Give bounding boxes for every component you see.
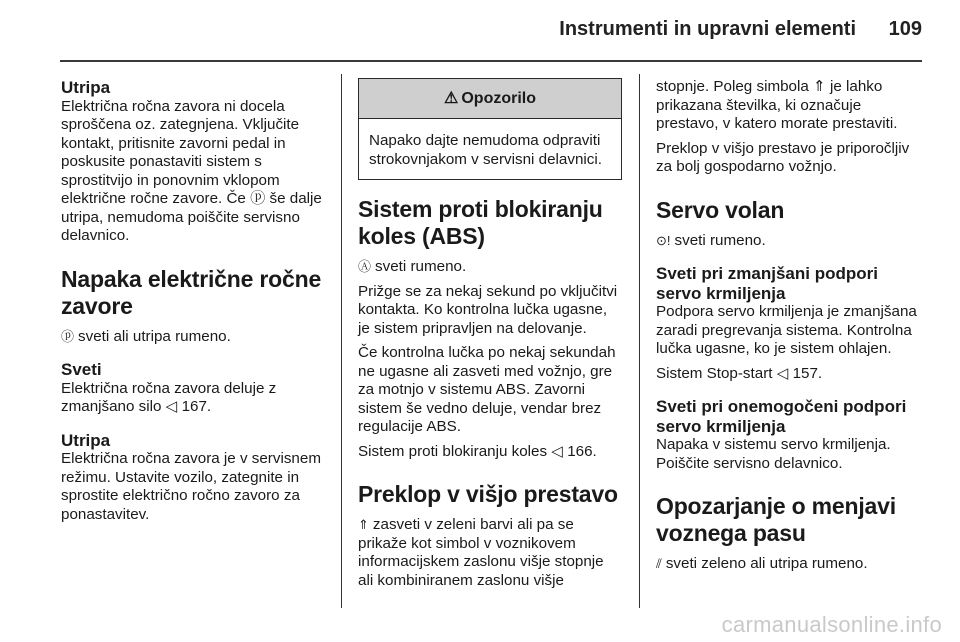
heading-parking-brake-fault: Napaka električne ročne zavore	[61, 265, 322, 319]
column-2	[358, 78, 622, 596]
abs-paragraph-3: Sistem proti blokiranju koles ◁ 166.	[358, 442, 597, 460]
lane-change-icon: ⫽	[656, 556, 662, 571]
power-steering-status-text: sveti rumeno.	[674, 231, 766, 249]
heading-lane-change-warning: Opozarjanje o menjavi voznega pasu	[656, 493, 896, 546]
abs-status-text: sveti rumeno.	[375, 258, 467, 275]
upshift-text-body: zasveti v zeleni barvi ali pa se prikaže kot simbol v voznikovem informacijskem zaslonu višje stopnje ali kombiniranem zaslonu višje	[358, 516, 604, 589]
upshift-continued-2: Preklop v višjo prestavo je priporočljiv za bolj gospodarno vožnjo.	[656, 139, 910, 175]
watermark: carmanualsonline.info	[721, 612, 942, 637]
lane-change-status-line	[656, 555, 920, 574]
warning-triangle-icon: ⚠	[444, 90, 459, 107]
upshift-continued-1: stopnje. Poleg simbola ⇑ je lahko prikazana številka, ki označuje prestavo, v katero morate prestaviti.	[656, 78, 898, 132]
blinking-text: Električna ročna zavora ni docela sproščena oz. zategnjena. Vključite kontakt, pritisnite zavorni pedal in poskusite ponastaviti sistem s sprostitvijo in ponovnim vklopom električne ročne zavore. Če ⓟ še dalje utripa, nemudoma poiščite servisno delavnico.	[61, 97, 322, 244]
column-3	[656, 78, 920, 580]
upshift-icon: ⇑	[358, 517, 369, 532]
disabled-support-text: Napaka v sistemu servo krmiljenja. Poiščite servisno delavnico.	[656, 436, 891, 472]
parking-brake-status-line	[61, 328, 325, 347]
heading-power-steering: Servo volan	[656, 196, 785, 223]
column-divider-1	[341, 74, 342, 608]
warning-box	[358, 78, 622, 180]
page-header	[0, 0, 960, 62]
abs-paragraph-1: Prižge se za nekaj sekund po vključitvi kontakta. Ko kontrolna lučka ugasne, je sistem pripravljen na delovanje.	[358, 282, 618, 337]
warning-text: Napako dajte nemudoma odpraviti strokovnjakom v servisni delavnici.	[369, 132, 602, 168]
page-number: 109	[888, 18, 922, 40]
subheading-blinking: Utripa	[61, 78, 111, 97]
warning-title: Opozorilo	[461, 90, 536, 107]
blinking-text-2: Električna ročna zavora je v servisnem režimu. Ustavite vozilo, zategnite in sprostite električno ročno zavoro za ponastavitev.	[61, 450, 321, 523]
power-steering-status-line	[656, 232, 920, 251]
reduced-support-text-2: Sistem Stop-start ◁ 157.	[656, 364, 823, 382]
subheading-reduced-support: Sveti pri zmanjšani podpori servo krmiljenja	[656, 264, 878, 303]
column-1	[61, 78, 325, 530]
subheading-disabled-support: Sveti pri onemogočeni podpori servo krmiljenja	[656, 397, 907, 436]
header-rule	[60, 60, 922, 62]
subheading-lit: Sveti	[61, 360, 102, 379]
reduced-support-text-1: Podpora servo krmiljenja je zmanjšana zaradi pregrevanja sistema. Kontrolna lučka ugasne, ko je sistem ohlajen.	[656, 303, 917, 357]
heading-abs: Sistem proti blokiranju koles (ABS)	[358, 196, 603, 249]
steering-wheel-icon: ⊙!	[656, 232, 671, 248]
lane-change-status-text: sveti zeleno ali utripa rumeno.	[665, 555, 868, 572]
warning-header	[359, 79, 621, 119]
heading-upshift: Preklop v višjo prestavo	[358, 481, 618, 507]
page-title: Instrumenti in upravni elementi	[559, 18, 856, 40]
abs-status-line	[358, 258, 622, 277]
column-divider-2	[639, 74, 640, 608]
subheading-blinking-2: Utripa	[61, 430, 111, 450]
lit-text: Električna ročna zavora deluje z zmanjšano silo ◁ 167.	[61, 379, 277, 415]
abs-paragraph-2: Če kontrolna lučka po nekaj sekundah ne ugasne ali zasveti med vožnjo, gre za motnjo v sistemu ABS. Zavorni sistem še vedno deluje, vendar brez regulacije ABS.	[358, 344, 616, 435]
parking-brake-status-text: sveti ali utripa rumeno.	[78, 327, 231, 345]
abs-icon: Ⓐ	[358, 259, 372, 274]
upshift-text	[358, 516, 622, 590]
parking-brake-icon: ⓟ	[61, 328, 75, 344]
